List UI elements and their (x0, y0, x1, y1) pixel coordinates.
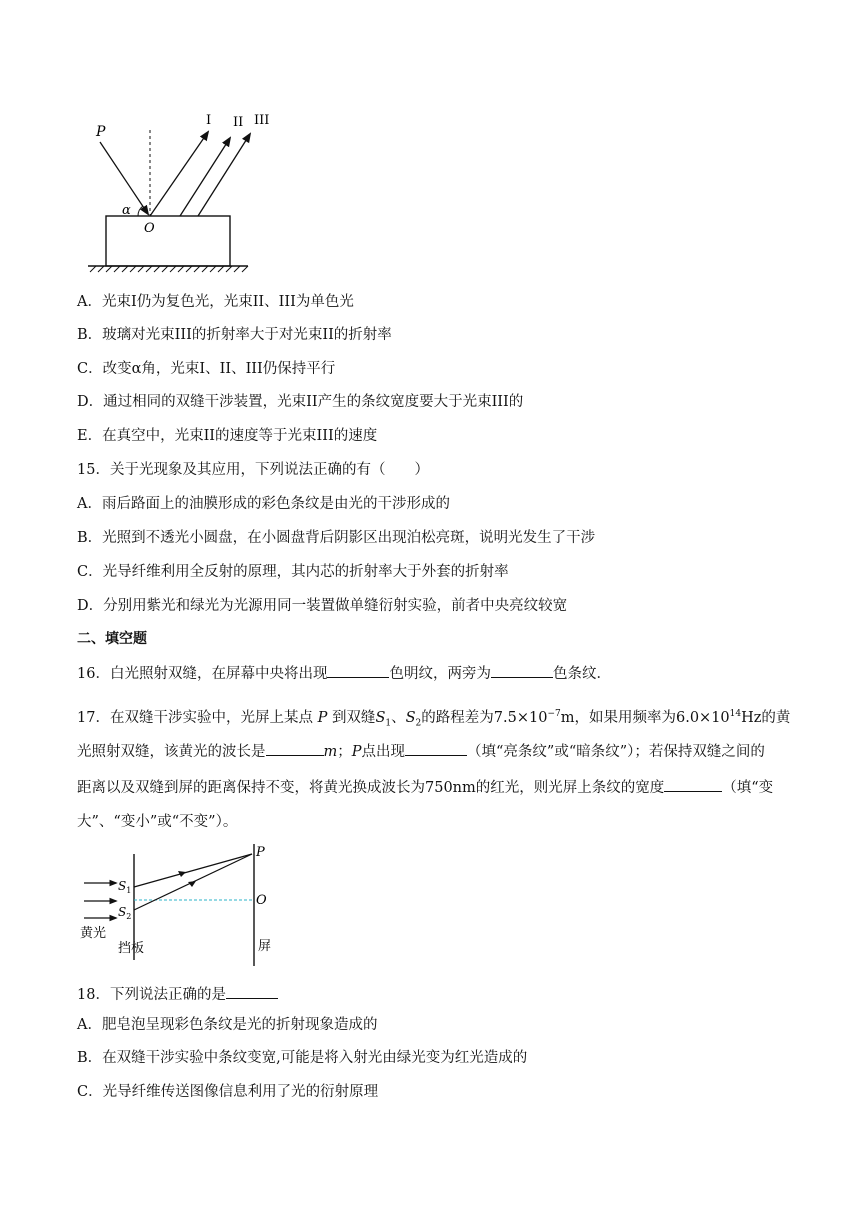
q16-line (77, 663, 611, 684)
q17-l1-a: 17．在双缝干涉实验中，光屏上某点 (77, 709, 313, 726)
glass-block (106, 216, 230, 266)
q17-l1-exp1: −7 (547, 709, 561, 719)
q17-l1-unit1: m (560, 709, 575, 726)
q17-l3-b: （填“变 (722, 780, 774, 796)
q17-l1-e: 的黄 (761, 709, 791, 726)
q14-option-d: D．通过相同的双缝干涉装置，光束II产生的条纹宽度要大于光束III的 (77, 394, 524, 410)
q17-blank-3[interactable] (664, 777, 722, 792)
beam-1 (150, 132, 208, 216)
q17-l1-sep: 、 (391, 709, 406, 726)
q17-l1-c: 的路程差为 (421, 709, 494, 726)
q17-l1-b: 到双缝 (331, 709, 376, 726)
q17-blank-1[interactable] (266, 741, 324, 756)
label-beam-1: I (206, 113, 212, 128)
label-o: O (256, 893, 267, 908)
figure-glass-block-beams (80, 108, 290, 278)
q17-l1-s1-sub: 1 (385, 718, 392, 729)
q16-text-a: 16．白光照射双缝，在屏幕中央将出现 (77, 666, 328, 682)
q17-l1-s1: S (375, 709, 386, 726)
q15-option-b: B．光照到不透光小圆盘，在小圆盘背后阴影区出现泊松亮斑，说明光发生了干涉 (77, 530, 596, 546)
q18-option-b: B．在双缝干涉实验中条纹变宽,可能是将入射光由绿光变为红光造成的 (77, 1050, 528, 1066)
q14-option-e: E．在真空中，光束II的速度等于光束III的速度 (77, 428, 378, 444)
q17-l1-s2-sub: 2 (415, 718, 422, 729)
label-p: P (96, 124, 106, 140)
q17-l3-a: 距离以及双缝到屏的距离保持不变，将黄光换成波长为750nm的红光，则光屏上条纹的宽度 (77, 780, 665, 796)
q17-l1-val2: 6.0×10 (675, 709, 730, 726)
q17-l2-p: P (351, 744, 362, 760)
q17-line-2 (77, 741, 765, 762)
label-light: 黄光 (80, 926, 107, 941)
q17-line-4: 大”、“变小”或“不变”）。 (77, 814, 238, 830)
alpha-arc (138, 206, 143, 216)
q18-stem: 18．下列说法正确的是 (77, 987, 226, 1003)
q17-blank-2[interactable] (405, 741, 467, 756)
q18-line (77, 984, 278, 1005)
q17-l1-p: P (317, 709, 328, 726)
label-beam-2: II (233, 115, 244, 130)
q17-l2-b: ； (337, 744, 352, 760)
q17-l2-m: m (323, 744, 338, 760)
q14-option-a: A．光束I仍为复色光，光束II、III为单色光 (77, 294, 354, 310)
label-plate: 挡板 (118, 941, 145, 956)
label-s2: $S_2$ (118, 905, 132, 921)
q14-option-c: C．改变α角，光束I、II、III仍保持平行 (77, 361, 336, 377)
q15-stem: 15．关于光现象及其应用，下列说法正确的有（ ） (77, 462, 429, 478)
q18-blank[interactable] (226, 984, 278, 999)
label-screen: 屏 (258, 939, 272, 954)
label-o: O (144, 221, 155, 236)
q17-l1-val1: 7.5×10 (493, 709, 548, 726)
q17-l1-d: ，如果用频率为 (574, 709, 676, 726)
label-s1: $S_1$ (118, 879, 132, 895)
q17-l1-s2: S (405, 709, 416, 726)
section-title: 二、填空题 (77, 631, 147, 647)
q18-option-a: A．肥皂泡呈现彩色条纹是光的折射现象造成的 (77, 1017, 378, 1033)
q15-option-a: A．雨后路面上的油膜形成的彩色条纹是由光的干涉形成的 (77, 496, 450, 512)
q17-l1-exp2: 14 (729, 709, 742, 719)
q17-l1-unit2: Hz (741, 709, 762, 726)
q16-text-c: 色条纹． (552, 666, 611, 682)
q15-option-d: D．分别用紫光和绿光为光源用同一装置做单缝衍射实验，前者中央亮纹较宽 (77, 598, 568, 614)
q17-line-1 (77, 704, 790, 734)
figure-double-slit (78, 842, 278, 972)
label-beam-3: III (254, 113, 270, 128)
q17-line-3 (77, 777, 773, 798)
q17-l2-c: 点出现 (361, 744, 406, 760)
q16-text-b: 色明纹，两旁为 (389, 666, 491, 682)
q17-l2-d: （填“亮条纹”或“暗条纹”）；若保持双缝之间的 (467, 744, 765, 760)
label-alpha: α (122, 203, 131, 218)
q14-option-b: B．玻璃对光束III的折射率大于对光束II的折射率 (77, 327, 392, 343)
q18-option-c: C．光导纤维传送图像信息利用了光的衍射原理 (77, 1084, 379, 1100)
q17-l2-a: 光照射双缝，该黄光的波长是 (77, 744, 266, 760)
q15-option-c: C．光导纤维利用全反射的原理，其内芯的折射率大于外套的折射率 (77, 564, 509, 580)
label-p: P (256, 845, 265, 860)
q16-blank-1[interactable] (327, 663, 389, 678)
ground-hatching (90, 266, 248, 272)
q16-blank-2[interactable] (491, 663, 553, 678)
